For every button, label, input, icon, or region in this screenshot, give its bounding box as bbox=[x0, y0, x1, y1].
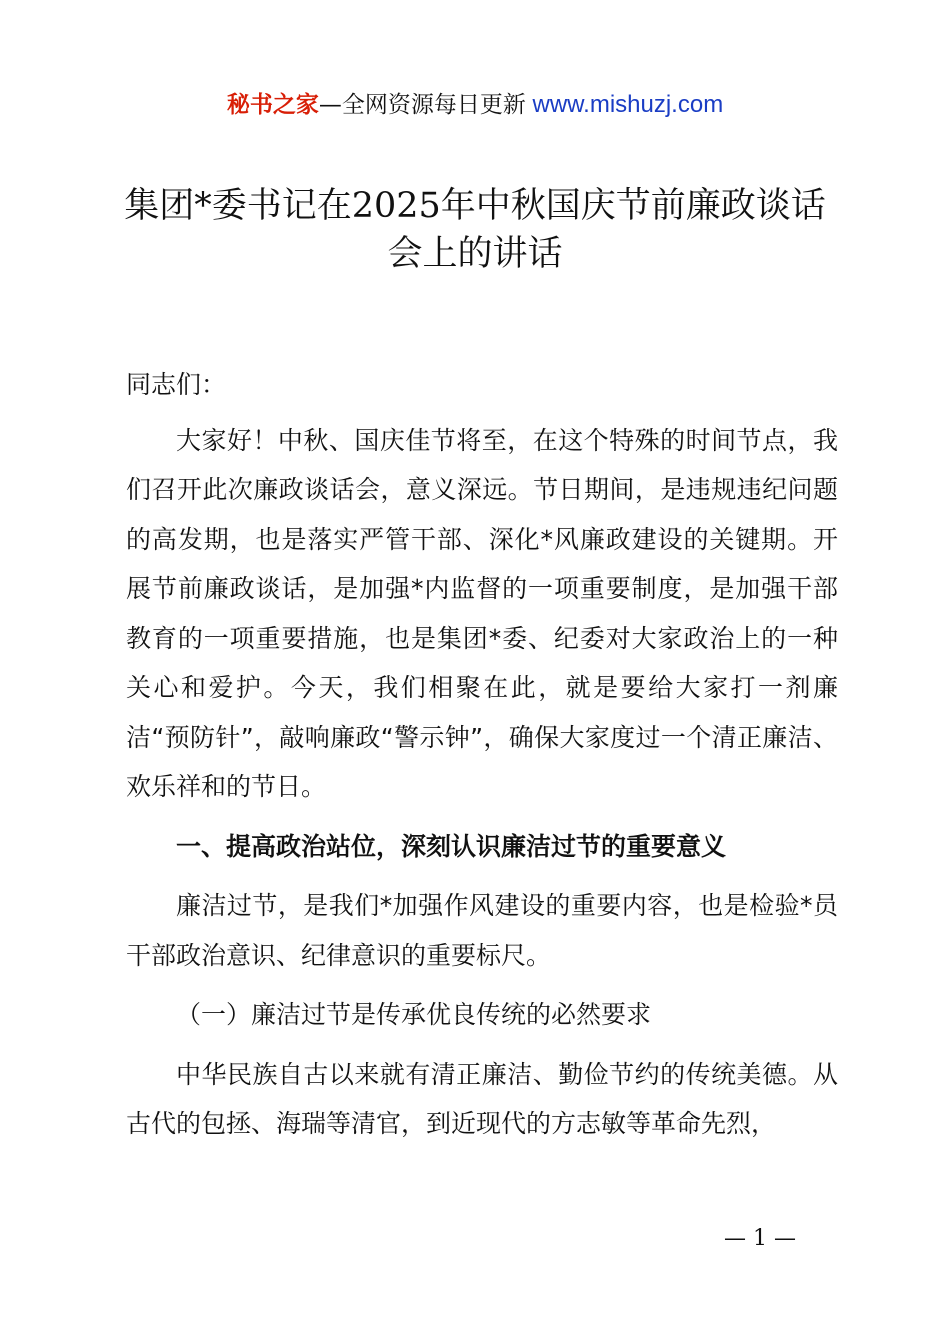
title-line-2: 会上的讲话 bbox=[387, 234, 563, 274]
title-line-1: 集团*委书记在2025年中秋国庆节前廉政谈话 bbox=[124, 186, 826, 226]
page-number: — 1 — bbox=[724, 1226, 796, 1251]
paragraph-tradition: 中华民族自古以来就有清正廉洁、勤俭节约的传统美德。从古代的包拯、海瑞等清官，到近现代的方志敏等革命先烈， bbox=[126, 1059, 838, 1138]
banner-tagline: —全网资源每日更新 bbox=[318, 92, 526, 118]
document-body bbox=[126, 360, 838, 1149]
site-banner bbox=[0, 88, 950, 122]
subsection-heading-1: （一）廉洁过节是传承优良传统的必然要求 bbox=[176, 1000, 652, 1029]
site-url[interactable]: www.mishuzj.com bbox=[525, 91, 724, 118]
brand-name: 秘书之家 bbox=[226, 92, 319, 118]
paragraph-section-intro: 廉洁过节，是我们*加强作风建设的重要内容，也是检验*员干部政治意识、纪律意识的重要标尺。 bbox=[126, 891, 838, 970]
paragraph-opening: 大家好！中秋、国庆佳节将至，在这个特殊的时间节点，我们召开此次廉政谈话会，意义深远。节日期间，是违规违纪问题的高发期，也是落实严管干部、深化*风廉政建设的关键期。开展节前廉政谈话，是加强*内监督的一项重要制度，是加强干部教育的一项重要措施，也是集团*委、纪委对大家政治上的一种关心和爱护。今天，我们相聚在此，就是要给大家打一剂廉洁“预防针”，敲响廉政“警示钟”，确保大家度过一个清正廉洁、欢乐祥和的节日。 bbox=[126, 425, 838, 801]
document-title bbox=[100, 182, 850, 278]
section-heading-1: 一、提高政治站位，深刻认识廉洁过节的重要意义 bbox=[176, 831, 727, 861]
salutation: 同志们： bbox=[126, 370, 227, 399]
